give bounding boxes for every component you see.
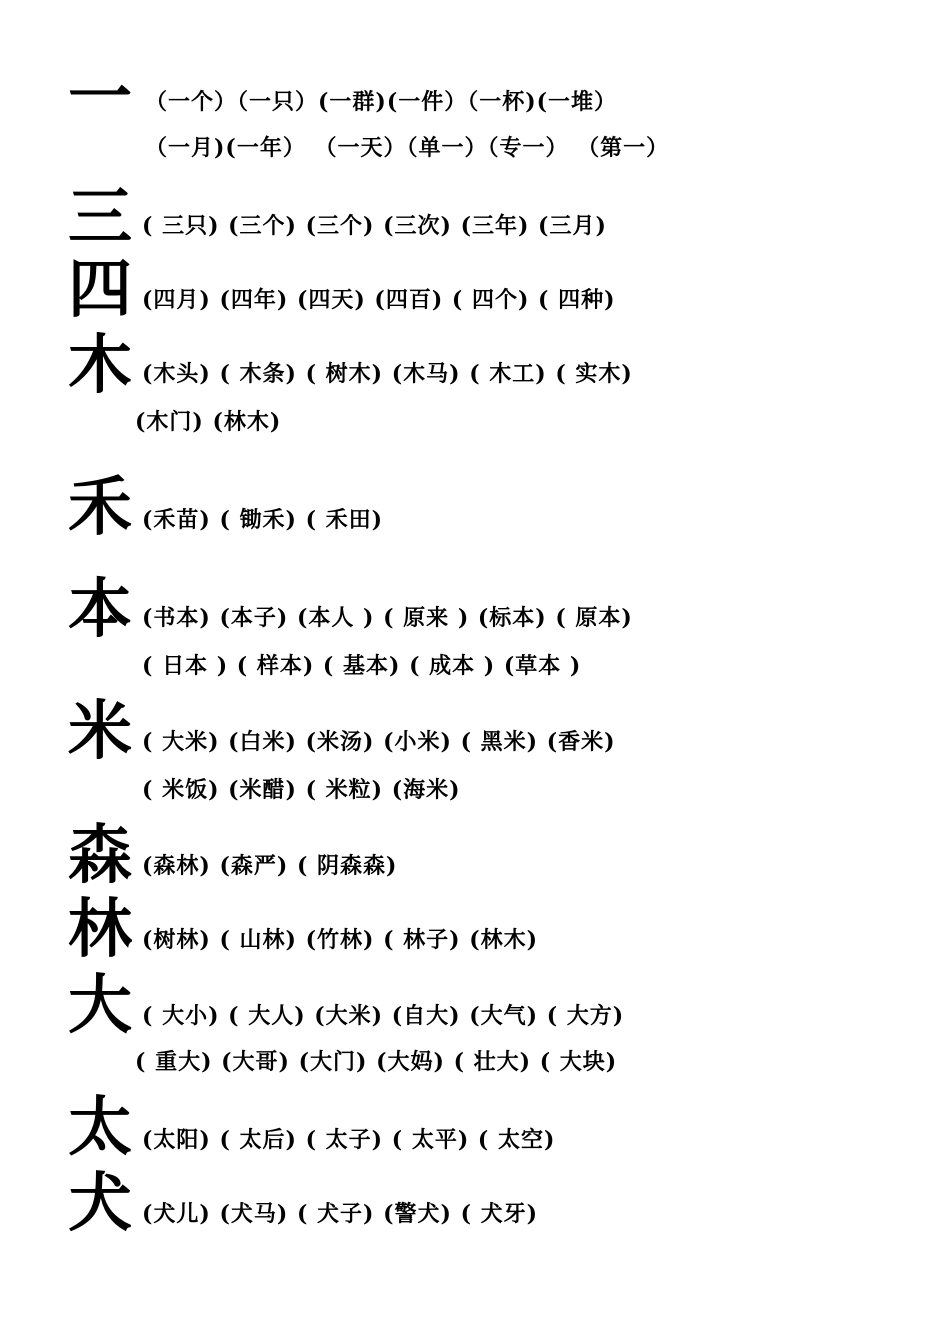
word-line: ( 米饭) (米醋) ( 米粒) (海米) xyxy=(142,777,461,803)
word-line: ( 三只) (三个) (三个) (三次) (三年) (三月) xyxy=(142,213,607,239)
word-line: (四月) (四年) (四天) (四百) ( 四个) ( 四种) xyxy=(142,287,616,313)
headword: 犬 xyxy=(68,1166,132,1241)
word-line: (森林) (森严) ( 阴森森) xyxy=(142,853,398,879)
word-line: (犬儿) (犬马) ( 犬子) (警犬) ( 犬牙) xyxy=(142,1201,539,1227)
word-line: (禾苗) ( 锄禾) ( 禾田) xyxy=(142,507,384,533)
word-line: (树林) ( 山林) (竹林) ( 林子) (林木) xyxy=(142,927,539,953)
headword: 大 xyxy=(68,968,132,1043)
headword: 米 xyxy=(68,694,132,769)
word-line: (书本) (本子) (本人 ) ( 原来 ) (标本) ( 原本) xyxy=(142,605,633,631)
word-line: ( 大小) ( 大人) (大米) (自大) (大气) ( 大方) xyxy=(142,1003,625,1029)
headword: 三 xyxy=(68,180,132,255)
word-line: (木门) (林木) xyxy=(135,409,282,435)
word-line: (太阳) ( 太后) ( 太子) ( 太平) ( 太空) xyxy=(142,1127,556,1153)
headword: 四 xyxy=(68,252,132,327)
headword: 太 xyxy=(68,1090,132,1165)
headword: 林 xyxy=(68,892,132,967)
word-line: ( 大米) (白米) (米汤) (小米) ( 黑米) (香米) xyxy=(142,729,616,755)
word-line: （一个）（一只）(一群)(一件）（一杯)(一堆） xyxy=(145,89,618,115)
word-line: （一月)(一年） （一天）（单一）（专一） （第一） xyxy=(145,135,670,161)
headword: 森 xyxy=(68,818,132,893)
headword: 禾 xyxy=(68,470,132,545)
headword: 一 xyxy=(68,60,132,135)
word-line: ( 重大) (大哥) (大门) (大妈) ( 壮大) ( 大块) xyxy=(135,1049,618,1075)
headword: 木 xyxy=(68,328,132,403)
word-line: ( 日本 ) ( 样本) ( 基本) ( 成本 ) (草本 ) xyxy=(142,653,582,679)
word-line: (木头) ( 木条) ( 树木) (木马) ( 木工) ( 实木) xyxy=(142,361,633,387)
headword: 本 xyxy=(68,572,132,647)
